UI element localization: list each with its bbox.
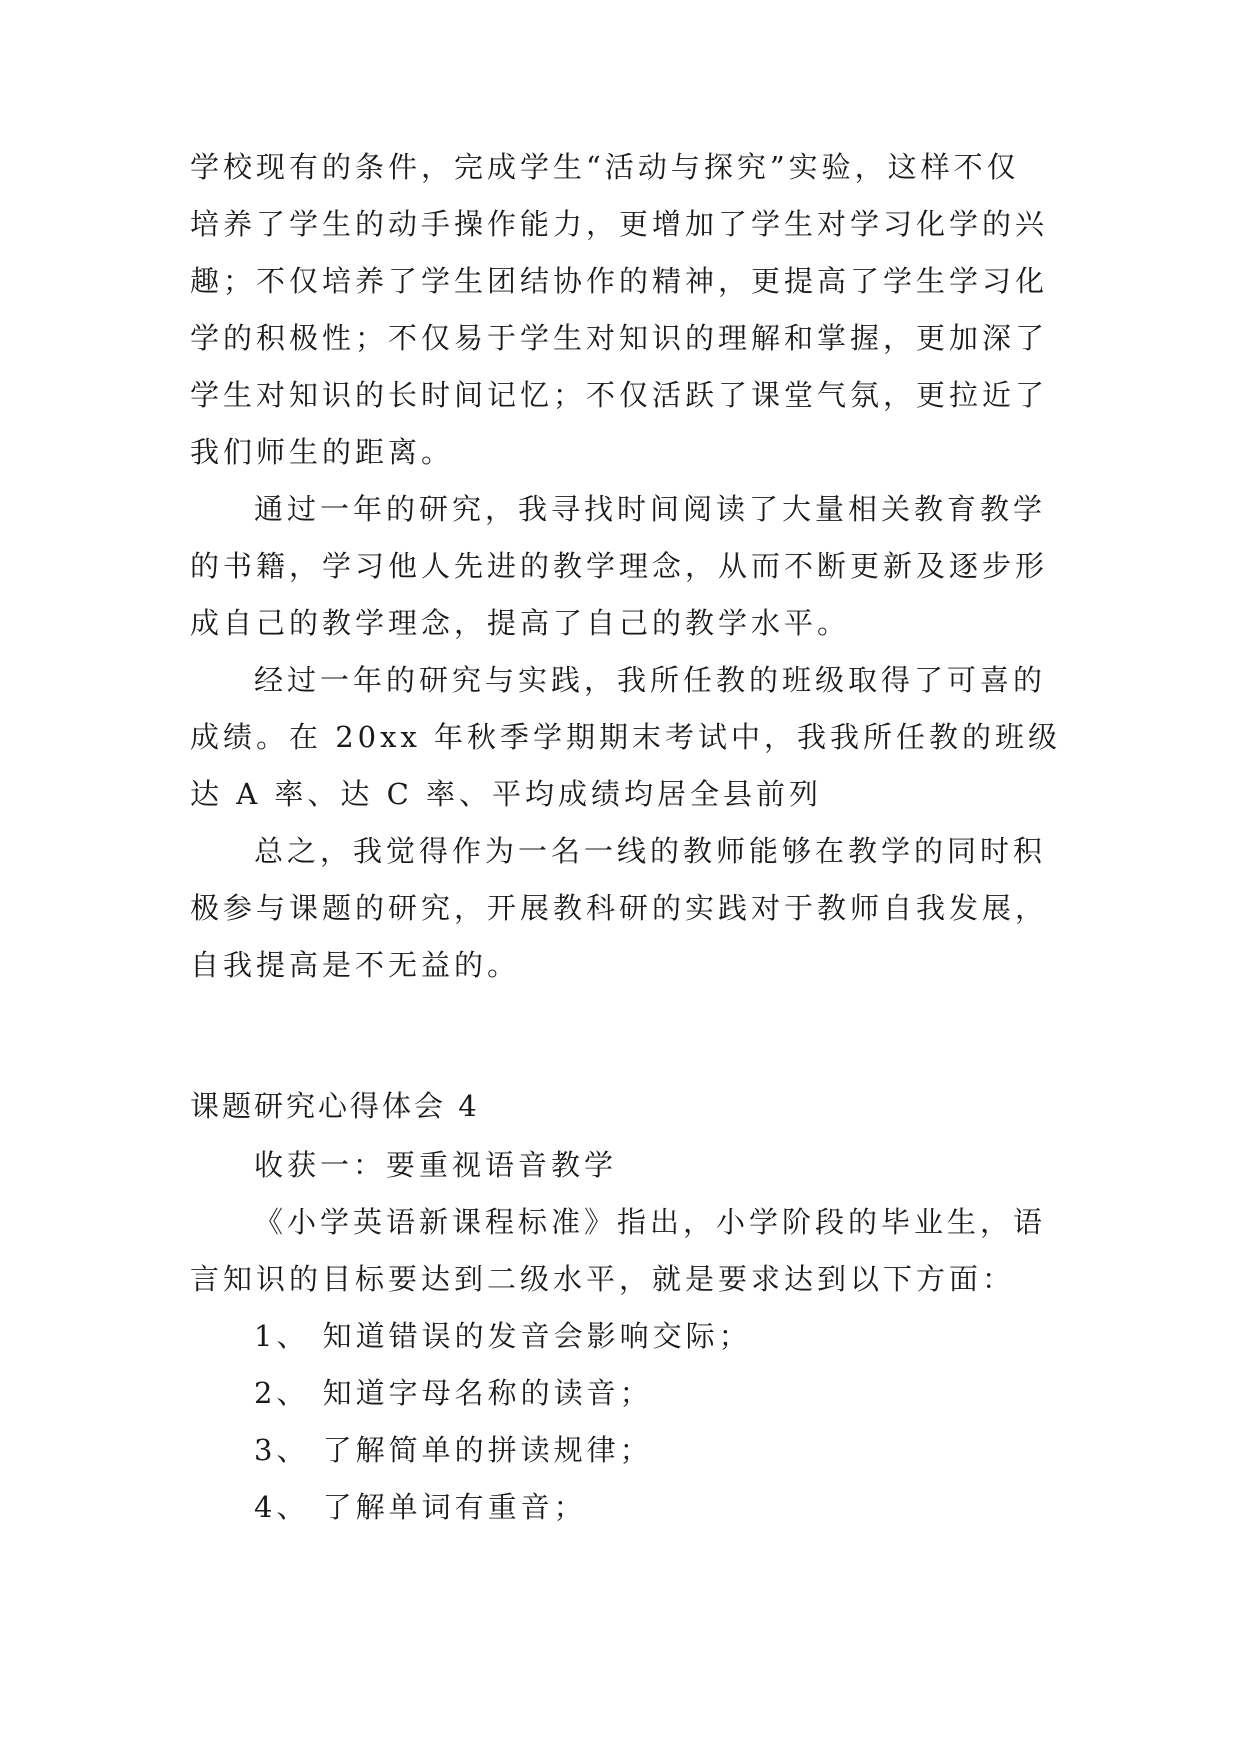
list-item: 2、 知道字母名称的读音；	[254, 1376, 653, 1410]
body-text-line: 的书籍，学习他人先进的教学理念，从而不断更新及逐步形	[190, 549, 1049, 583]
body-text-line: 成绩。在 20xx 年秋季学期期末考试中，我我所任教的班级	[190, 720, 1062, 754]
body-text-line: 自我提高是不无益的。	[190, 948, 521, 982]
body-text-line: 学生对知识的长时间记忆；不仅活跃了课堂气氛，更拉近了	[190, 378, 1049, 412]
body-text-line: 言知识的目标要达到二级水平，就是要求达到以下方面：	[190, 1262, 1016, 1296]
list-item: 1、 知道错误的发音会影响交际；	[254, 1319, 752, 1353]
section-title: 课题研究心得体会 4	[190, 1089, 480, 1123]
body-text-line: 学的积极性；不仅易于学生对知识的理解和掌握，更加深了	[190, 321, 1049, 355]
body-text-line: 通过一年的研究，我寻找时间阅读了大量相关教育教学	[254, 492, 1047, 526]
body-text-line: 学校现有的条件，完成学生“活动与探究”实验，这样不仅	[190, 150, 1020, 184]
body-text-line: 成自己的教学理念，提高了自己的教学水平。	[190, 606, 851, 640]
body-text-line: 趣；不仅培养了学生团结协作的精神，更提高了学生学习化	[190, 264, 1049, 298]
body-text-line: 极参与课题的研究，开展教科研的实践对于教师自我发展，	[190, 891, 1049, 925]
body-text-line: 培养了学生的动手操作能力，更增加了学生对学习化学的兴	[190, 207, 1049, 241]
body-text-line: 总之，我觉得作为一名一线的教师能够在教学的同时积	[254, 834, 1047, 868]
body-text-line: 经过一年的研究与实践，我所任教的班级取得了可喜的	[254, 663, 1047, 697]
list-item: 4、 了解单词有重音；	[254, 1490, 587, 1524]
body-text-line: 达 A 率、达 C 率、平均成绩均居全县前列	[190, 777, 823, 811]
list-item: 3、 了解简单的拼读规律；	[254, 1433, 653, 1467]
body-text-line: 《小学英语新课程标准》指出，小学阶段的毕业生，语	[254, 1205, 1047, 1239]
body-text-line: 我们师生的距离。	[190, 435, 455, 469]
subheading: 收获一：要重视语音教学	[254, 1148, 618, 1182]
